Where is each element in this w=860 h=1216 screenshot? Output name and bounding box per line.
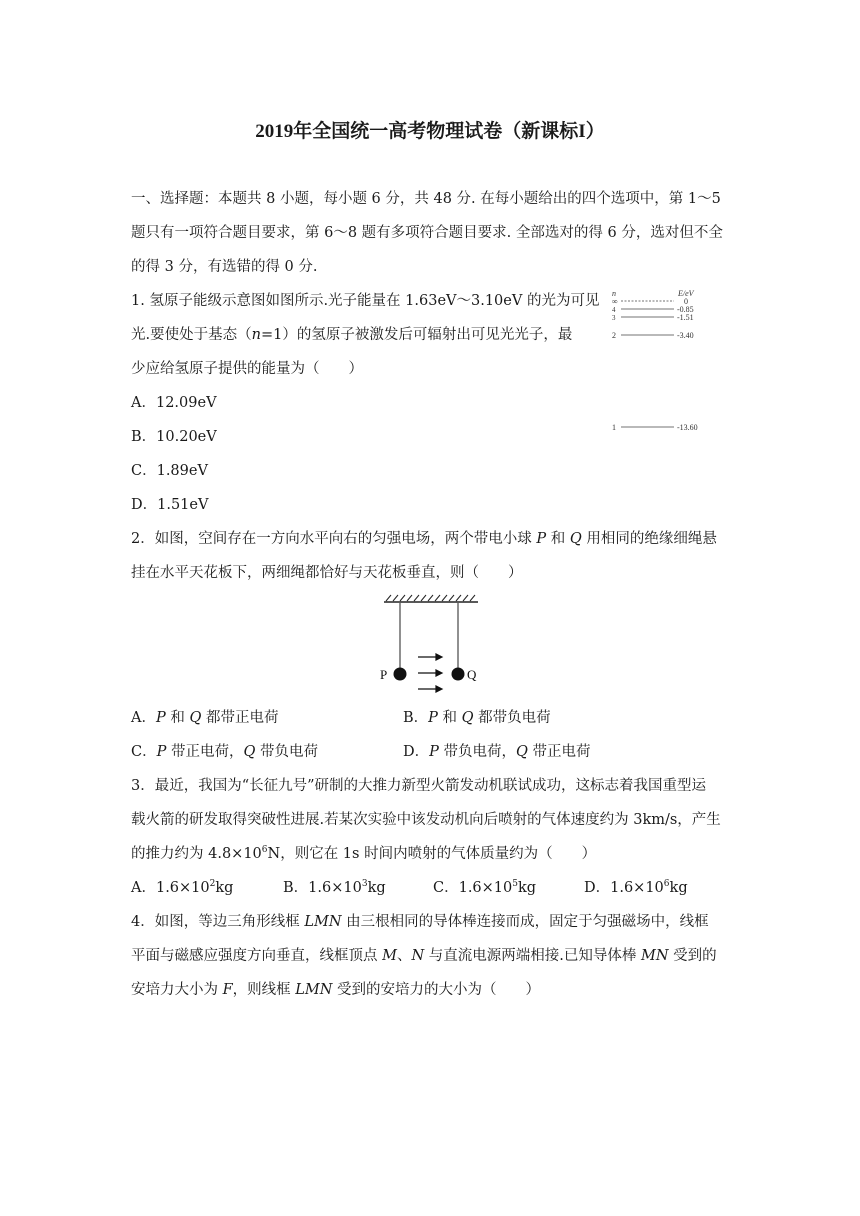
- ball-p-label: P: [380, 667, 388, 682]
- section-instructions-line-1: 一、选择题：本题共 8 小题，每小题 6 分，共 48 分. 在每小题给出的四个选项中，第 1～5: [131, 191, 721, 207]
- level-energy-4: -0.85: [677, 305, 694, 314]
- q2-text: 2．如图，空间存在一方向水平向右的匀强电场，两个带电小球: [131, 531, 537, 547]
- q1-line-1: 1. 氢原子能级示意图如图所示.光子能量在 1.63eV～3.10eV 的光为可见: [131, 293, 600, 309]
- option-text: 带负电荷: [255, 744, 318, 760]
- q3-option-a: [131, 878, 233, 898]
- option-q: Q: [189, 710, 202, 726]
- level-label-4: 4: [612, 306, 616, 314]
- page-title: 2019年全国统一高考物理试卷（新课标I）: [255, 121, 605, 142]
- option-text: B．1.6×10: [283, 880, 362, 896]
- q4-text: 由三根相同的导体棒连接而成，固定于匀强磁场中，线框: [341, 914, 709, 930]
- q3-option-b: [283, 878, 386, 898]
- option-text: 带正电荷: [527, 744, 591, 760]
- option-text: D．1.6×10: [584, 880, 664, 896]
- q2-option-b: [403, 708, 551, 728]
- option-letter: C．: [131, 744, 157, 760]
- q2-option-d: [403, 742, 591, 762]
- option-exponent: 6: [663, 879, 670, 890]
- q4-rod-symbol: MN: [640, 948, 669, 964]
- q4-text: 与直流电源两端相接.已知导体棒: [424, 948, 641, 964]
- q1-text: ）的氢原子被激发后可辐射出可见光光子，最: [282, 327, 573, 343]
- level-label-2: 2: [612, 331, 616, 340]
- q4-vertex-m: M: [382, 948, 397, 964]
- q1-line-2: [131, 325, 572, 345]
- q4-text: 4．如图，等边三角形线框: [131, 914, 305, 930]
- ball-q-label: Q: [467, 667, 477, 682]
- option-text: A．1.6×10: [131, 880, 210, 896]
- option-unit: kg: [367, 880, 386, 896]
- option-text: 和: [437, 710, 462, 726]
- q3-line-3: [131, 844, 596, 864]
- q2-text: 用相同的绝缘细绳悬: [581, 531, 717, 547]
- q1-option-b: B．10.20eV: [131, 429, 217, 445]
- q3-text: N，则它在 1s 时间内喷射的气体质量约为（ ）: [267, 846, 597, 862]
- q1-option-c: C．1.89eV: [131, 463, 208, 479]
- q1-text: 光.要使处于基态（: [131, 327, 252, 343]
- q1-option-d: D．1.51eV: [131, 497, 209, 513]
- option-text: 都带正电荷: [201, 710, 279, 726]
- q3-exponent: 6: [261, 845, 268, 856]
- q3-line-2: 载火箭的研发取得突破性进展.若某次实验中该发动机向后喷射的气体速度约为 3km/s，产生: [131, 812, 721, 828]
- q3-text: 的推力约为 4.8×10: [131, 846, 262, 862]
- option-letter: A．: [131, 710, 156, 726]
- option-p: P: [156, 744, 167, 760]
- section-instructions-line-3: 的得 3 分，有选错的得 0 分.: [131, 259, 318, 275]
- q3-option-d: [584, 878, 688, 898]
- q1-n-value: =1: [260, 327, 283, 343]
- option-exponent: 5: [512, 879, 518, 890]
- option-p: P: [429, 744, 439, 760]
- q2-text: 和: [546, 531, 570, 547]
- ceiling-hatch: [386, 595, 475, 601]
- option-exponent: 2: [209, 879, 216, 890]
- option-letter: D．: [403, 744, 430, 760]
- q1-option-a: A．12.09eV: [131, 395, 217, 411]
- option-q: Q: [461, 710, 474, 726]
- q4-frame-symbol: LMN: [295, 982, 333, 998]
- q4-line-1: [131, 912, 709, 932]
- q1-n-symbol: n: [251, 327, 261, 343]
- q2-ball-p-symbol: P: [536, 531, 547, 547]
- q4-text: 安培力大小为: [131, 982, 223, 998]
- field-arrows: [418, 654, 442, 692]
- option-text: 和: [165, 710, 190, 726]
- option-letter: B．: [403, 710, 429, 726]
- level-label-3: 3: [612, 314, 616, 322]
- option-text: 带正电荷，: [166, 744, 244, 760]
- option-p: P: [428, 710, 438, 726]
- option-text: C．1.6×10: [433, 880, 513, 896]
- q2-ball-q-symbol: Q: [569, 531, 582, 547]
- option-text: 都带负电荷: [473, 710, 551, 726]
- q4-force-symbol: F: [222, 982, 233, 998]
- q4-line-2: [131, 946, 717, 966]
- q2-line-2: 挂在水平天花板下，两细绳都恰好与天花板垂直，则（ ）: [131, 565, 523, 581]
- q4-line-3: [131, 980, 540, 1000]
- option-exponent: 3: [361, 879, 368, 890]
- option-unit: kg: [518, 880, 537, 896]
- level-energy-inf: 0: [684, 297, 688, 306]
- energy-level-diagram: [600, 284, 720, 434]
- section-instructions-line-2: 题只有一项符合题目要求，第 6～8 题有多项符合题目要求. 全部选对的得 6 分，选对但不全: [131, 225, 723, 241]
- level-energy-2: -3.40: [677, 331, 694, 340]
- diagram-e-header: E/eV: [678, 289, 694, 298]
- q4-frame-symbol: LMN: [304, 914, 342, 930]
- q4-text: 、: [396, 948, 412, 964]
- electric-field-diagram: [372, 590, 488, 700]
- q4-text: 受到的安培力的大小为（ ）: [332, 982, 541, 998]
- ball-q: [452, 668, 465, 681]
- q2-option-c: [131, 742, 318, 762]
- q2-option-a: [131, 708, 278, 728]
- level-label-inf: ∞: [612, 297, 618, 306]
- option-unit: kg: [215, 880, 234, 896]
- level-label-1: 1: [612, 423, 616, 432]
- level-energy-1: -13.60: [677, 423, 698, 432]
- diagram-n-header: n: [612, 289, 616, 298]
- q4-text: ，则线框: [232, 982, 296, 998]
- q4-text: 受到的: [668, 948, 717, 964]
- q4-text: 平面与磁感应强度方向垂直，线框顶点: [131, 948, 383, 964]
- option-q: Q: [243, 744, 256, 760]
- option-q: Q: [516, 744, 528, 760]
- q1-line-3: 少应给氢原子提供的能量为（ ）: [131, 361, 363, 377]
- q4-vertex-n: N: [411, 948, 425, 964]
- q2-line-1: [131, 529, 717, 549]
- option-unit: kg: [669, 880, 688, 896]
- q3-line-1: 3．最近，我国为“长征九号”研制的大推力新型火箭发动机联试成功，这标志着我国重型运: [131, 778, 707, 794]
- option-text: 带负电荷，: [438, 744, 517, 760]
- level-energy-3: -1.51: [677, 313, 694, 322]
- option-p: P: [155, 710, 166, 726]
- ball-p: [394, 668, 407, 681]
- q3-option-c: [433, 878, 536, 898]
